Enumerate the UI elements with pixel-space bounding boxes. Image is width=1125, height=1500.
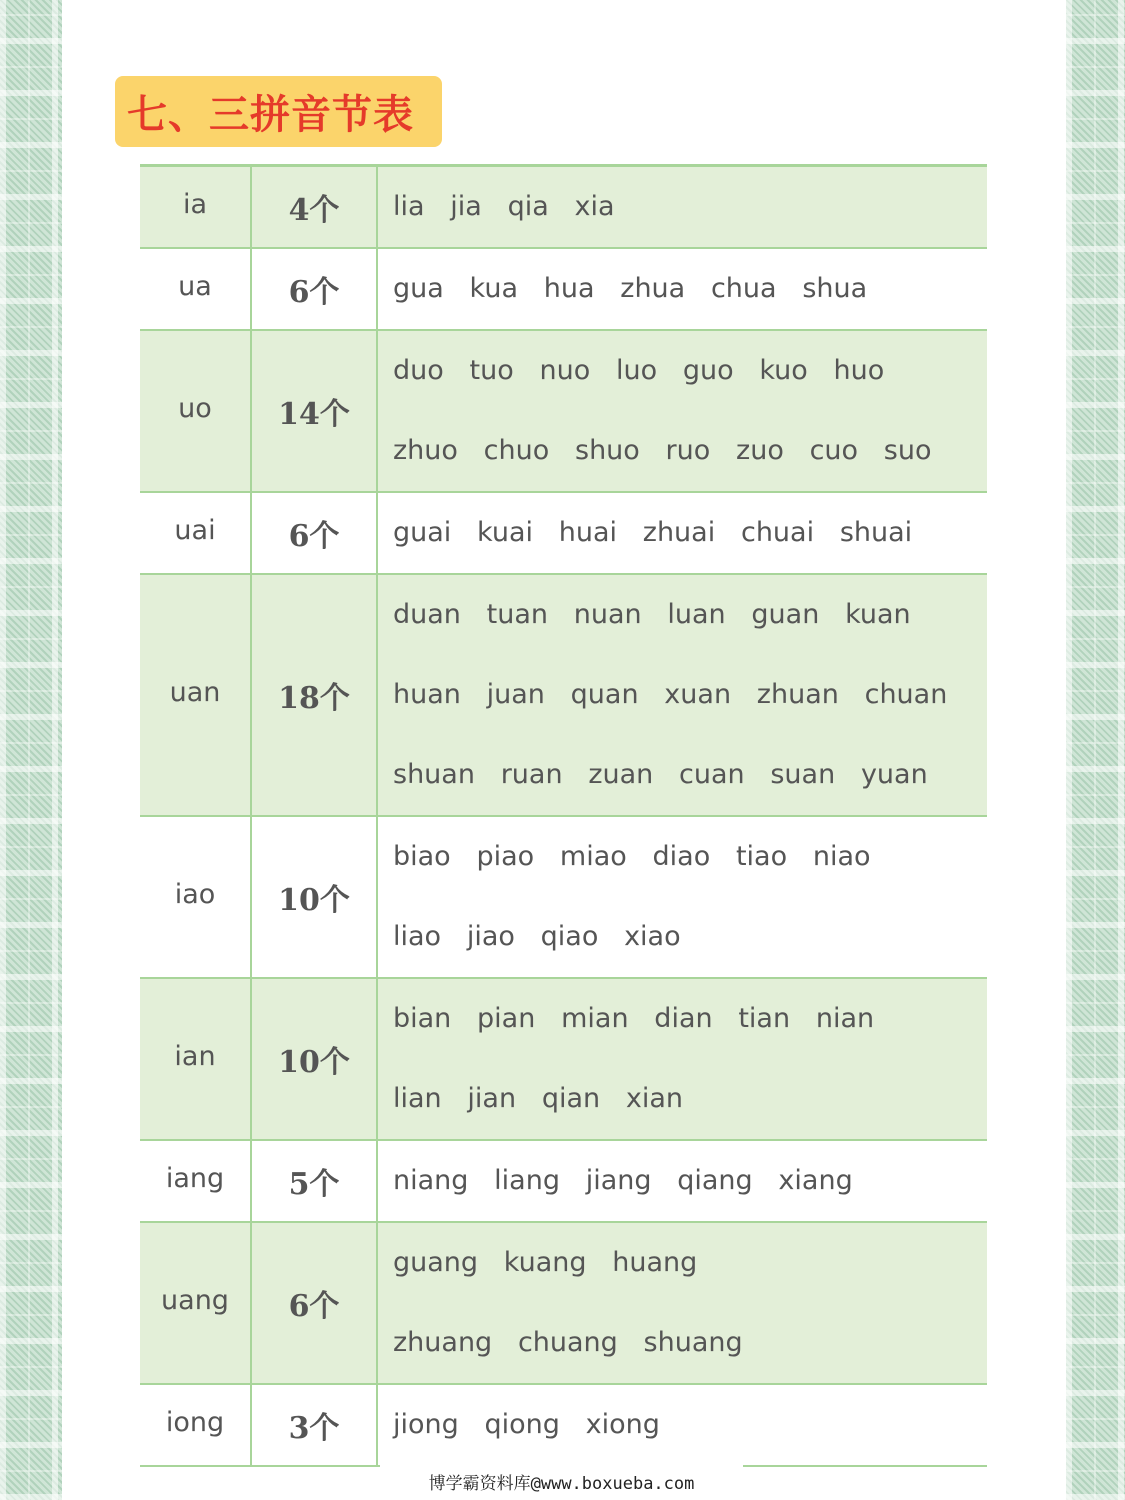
final-cell: iang bbox=[140, 1141, 252, 1221]
syllables-cell bbox=[378, 575, 987, 815]
syllable-line: zhuang chuang shuang bbox=[393, 1327, 743, 1358]
count-cell: 14个 bbox=[252, 331, 378, 491]
final-cell: ia bbox=[140, 167, 252, 247]
table-row bbox=[140, 1141, 987, 1223]
table-row bbox=[140, 817, 987, 979]
syllables-cell bbox=[378, 249, 987, 329]
section-title-box bbox=[115, 76, 442, 147]
syllable-line: biao piao miao diao tiao niao bbox=[393, 841, 871, 872]
final-cell: uai bbox=[140, 493, 252, 573]
syllables-cell bbox=[378, 331, 987, 491]
syllable-line: zhuo chuo shuo ruo zuo cuo suo bbox=[393, 435, 932, 466]
right-plaid-border bbox=[1066, 0, 1125, 1500]
final-cell: uang bbox=[140, 1223, 252, 1383]
count-cell: 3个 bbox=[252, 1385, 378, 1465]
syllables-cell bbox=[378, 1223, 987, 1383]
syllables-cell bbox=[378, 979, 987, 1139]
final-cell: uo bbox=[140, 331, 252, 491]
syllables-cell bbox=[378, 167, 987, 247]
syllable-line: guai kuai huai zhuai chuai shuai bbox=[393, 517, 913, 548]
syllable-line: jiong qiong xiong bbox=[393, 1409, 660, 1440]
syllable-line: shuan ruan zuan cuan suan yuan bbox=[393, 759, 928, 790]
final-cell: iong bbox=[140, 1385, 252, 1465]
syllable-line: gua kua hua zhua chua shua bbox=[393, 273, 868, 304]
left-plaid-border bbox=[0, 0, 62, 1500]
table-row bbox=[140, 1223, 987, 1385]
count-cell: 10个 bbox=[252, 817, 378, 977]
syllable-line: niang liang jiang qiang xiang bbox=[393, 1165, 853, 1196]
final-cell: ian bbox=[140, 979, 252, 1139]
table-row bbox=[140, 331, 987, 493]
count-cell: 5个 bbox=[252, 1141, 378, 1221]
syllable-line: lian jian qian xian bbox=[393, 1083, 683, 1114]
syllable-table bbox=[140, 164, 987, 1467]
table-row bbox=[140, 167, 987, 249]
syllable-line: huan juan quan xuan zhuan chuan bbox=[393, 679, 948, 710]
final-cell: iao bbox=[140, 817, 252, 977]
syllables-cell bbox=[378, 493, 987, 573]
table-row bbox=[140, 1385, 987, 1467]
syllable-line: duo tuo nuo luo guo kuo huo bbox=[393, 355, 885, 386]
syllables-cell bbox=[378, 817, 987, 977]
syllable-line: duan tuan nuan luan guan kuan bbox=[393, 599, 911, 630]
watermark-footer: 博学霸资料库@www.boxueba.com bbox=[380, 1462, 743, 1500]
count-cell: 4个 bbox=[252, 167, 378, 247]
count-cell: 10个 bbox=[252, 979, 378, 1139]
syllable-line: bian pian mian dian tian nian bbox=[393, 1003, 875, 1034]
table-row bbox=[140, 979, 987, 1141]
table-row bbox=[140, 575, 987, 817]
count-cell: 6个 bbox=[252, 249, 378, 329]
count-cell: 6个 bbox=[252, 493, 378, 573]
syllable-line: guang kuang huang bbox=[393, 1247, 698, 1278]
syllable-line: lia jia qia xia bbox=[393, 191, 615, 222]
final-cell: ua bbox=[140, 249, 252, 329]
table-row bbox=[140, 493, 987, 575]
count-cell: 6个 bbox=[252, 1223, 378, 1383]
syllables-cell bbox=[378, 1141, 987, 1221]
syllables-cell bbox=[378, 1385, 987, 1465]
section-title: 七、三拼音节表 bbox=[127, 91, 414, 138]
final-cell: uan bbox=[140, 575, 252, 815]
table-row bbox=[140, 249, 987, 331]
count-cell: 18个 bbox=[252, 575, 378, 815]
syllable-line: liao jiao qiao xiao bbox=[393, 921, 681, 952]
